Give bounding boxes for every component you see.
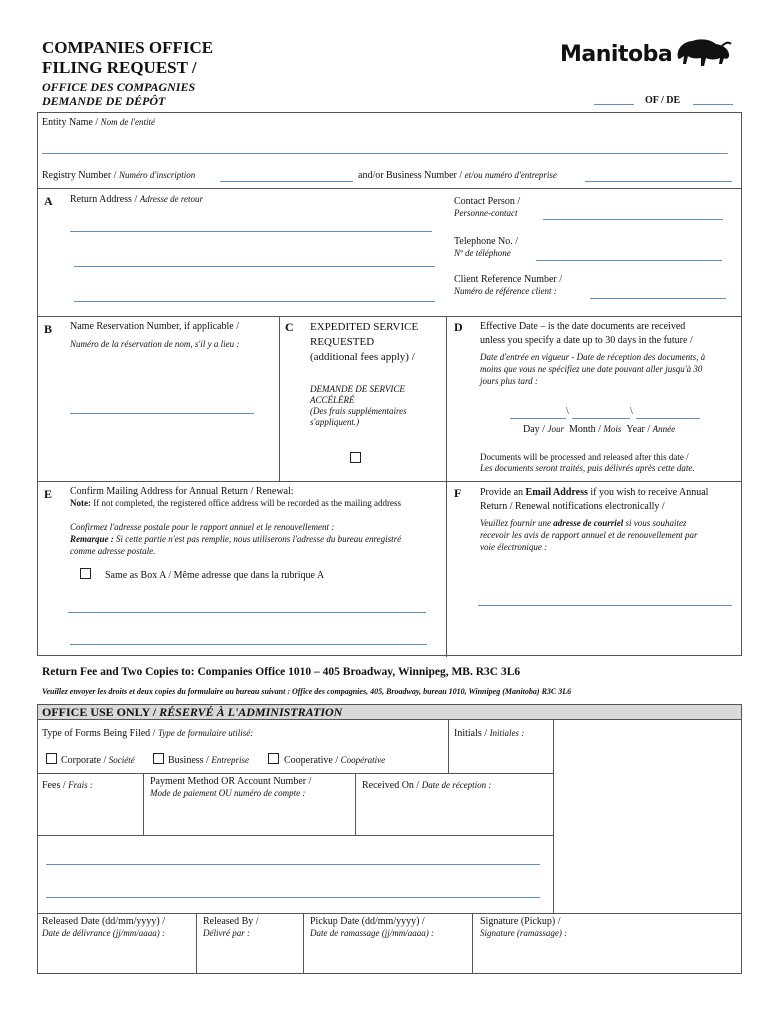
return-fee-address: Return Fee and Two Copies to: Companies Office 1010 – 405 Broadway, Winnipeg, MB. R3C 3L6 xyxy=(42,666,521,678)
expedited-service-label-fr: DEMANDE DE SERVICE ACCÉLÉRÉ (Des frais supplémentaires s'appliquent.) xyxy=(310,384,407,427)
page-number-field[interactable] xyxy=(594,104,634,105)
manitoba-logo xyxy=(560,36,732,76)
received-on-label: Received On / Date de réception : xyxy=(362,780,492,791)
form-subtitle xyxy=(42,80,195,108)
business-label: Business / Entreprise xyxy=(168,755,250,766)
divider-bcd xyxy=(37,316,742,317)
expedited-service-label: EXPEDITED SERVICE REQUESTED (additional fees apply) / xyxy=(310,321,419,363)
return-address-line-1[interactable] xyxy=(70,231,432,232)
initials-label: Initials / Initiales : xyxy=(454,728,525,739)
pickup-date-label: Pickup Date (dd/mm/yyyy) / Date de ramassage (jj/mm/aaaa) : xyxy=(310,916,434,938)
contact-person-label: Contact Person / Personne-contact xyxy=(454,196,521,218)
form-title-line1: COMPANIES OFFICE xyxy=(42,38,214,57)
divider-notes xyxy=(37,835,554,836)
manitoba-logo-text: Manitoba xyxy=(560,42,673,67)
section-a-letter: A xyxy=(44,194,53,208)
expedited-service-checkbox[interactable] xyxy=(350,452,361,463)
payment-method-label: Payment Method OR Account Number / Mode de paiement OU numéro de compte : xyxy=(150,776,312,798)
effective-day-field[interactable] xyxy=(510,418,566,419)
effective-date-label-fr: Date d'entrée en vigueur - Date de réception des documents, à moins que vous ne spécifiez une date pouvant aller jusqu'à 30 jours plus tard : xyxy=(480,352,706,386)
divider-initials xyxy=(448,720,449,773)
entity-name-label: Entity Name / Nom de l'entité xyxy=(42,117,156,128)
date-separator-1: \ xyxy=(566,406,569,417)
divider-payment-received xyxy=(355,773,356,835)
business-number-label: and/or Business Number / et/ou numéro d'entreprise xyxy=(358,170,557,181)
date-separator-2: \ xyxy=(630,406,633,417)
effective-month-field[interactable] xyxy=(572,418,630,419)
return-address-label: Return Address / Adresse de retour xyxy=(70,194,204,205)
released-date-label: Released Date (dd/mm/yyyy) / Date de délivrance (jj/mm/aaaa) : xyxy=(42,916,166,938)
divider-a xyxy=(37,188,742,189)
divider-ef xyxy=(37,481,742,482)
registry-number-label: Registry Number / Numéro d'inscription xyxy=(42,170,196,181)
mailing-address-label: Confirm Mailing Address for Annual Return / Renewal: xyxy=(70,486,294,497)
name-reservation-field[interactable] xyxy=(70,413,254,414)
forms-type-label: Type of Forms Being Filed / Type de formulaire utilisé: xyxy=(42,728,254,739)
mailing-address-line-1[interactable] xyxy=(68,612,426,613)
divider-release-1 xyxy=(196,913,197,974)
form-title-line2: FILING REQUEST / xyxy=(42,58,197,77)
fees-label: Fees / Frais : xyxy=(42,780,93,791)
return-address-line-2[interactable] xyxy=(74,266,435,267)
registry-number-field[interactable] xyxy=(220,181,353,182)
section-d-letter: D xyxy=(454,320,463,334)
name-reservation-label-fr: Numéro de la réservation de nom, s'il y a lieu : xyxy=(70,339,240,349)
divider-c-d xyxy=(446,316,447,657)
divider-b-c xyxy=(279,316,280,481)
of-de-label: OF / DE xyxy=(645,95,681,106)
office-notes-line-2[interactable] xyxy=(46,897,540,898)
office-notes-line-1[interactable] xyxy=(46,864,540,865)
signature-pickup-label: Signature (Pickup) / Signature (ramassage) : xyxy=(480,916,568,938)
section-c-letter: C xyxy=(285,320,294,334)
divider-fees-payment xyxy=(143,773,144,835)
business-checkbox[interactable] xyxy=(153,753,164,764)
same-as-box-a-checkbox[interactable] xyxy=(80,568,91,579)
section-b-letter: B xyxy=(44,322,53,336)
date-format-labels: Day / Jour Month / Mois Year / Année xyxy=(523,424,676,435)
cooperative-checkbox[interactable] xyxy=(268,753,279,764)
divider-right-column xyxy=(553,720,554,914)
effective-year-field[interactable] xyxy=(636,418,700,419)
telephone-field[interactable] xyxy=(536,260,722,261)
email-address-label-fr: Veuillez fournir une adresse de courriel si vous souhaitez recevoir les avis de rapport annuel et de renouvellement par voie électronique : xyxy=(480,518,698,552)
mailing-address-label-fr: Confirmez l'adresse postale pour le rapport annuel et le renouvellement : Remarque : Si cette partie n'est pas remplie, nous utiliserons l'adresse du bureau enregistré comme adresse postale. xyxy=(70,522,402,556)
effective-date-label: Effective Date – is the date documents are received unless you specify a date up to 30 days in the future / xyxy=(480,321,693,346)
same-as-box-a-label: Same as Box A / Même adresse que dans la rubrique A xyxy=(105,570,325,581)
released-by-label: Released By / Délivré par : xyxy=(203,916,259,938)
form-subtitle-line2: DEMANDE DE DÉPÔT xyxy=(42,94,166,108)
telephone-label: Telephone No. / Nº de téléphone xyxy=(454,236,519,258)
corporate-label: Corporate / Société xyxy=(61,755,135,766)
divider-release-3 xyxy=(472,913,473,974)
section-f-letter: F xyxy=(454,486,462,500)
cooperative-label: Cooperative / Coopérative xyxy=(284,755,386,766)
page-total-field[interactable] xyxy=(693,104,733,105)
business-number-field[interactable] xyxy=(585,181,732,182)
entity-name-field[interactable] xyxy=(42,153,728,154)
divider-release xyxy=(37,913,742,914)
processing-note: Documents will be processed and released after this date / Les documents seront traités, puis délivrés après cette date. xyxy=(480,452,695,473)
name-reservation-label: Name Reservation Number, if applicable / xyxy=(70,321,239,332)
divider-fees xyxy=(37,773,554,774)
section-e-letter: E xyxy=(44,487,53,501)
client-reference-label: Client Reference Number / Numéro de référence client : xyxy=(454,274,563,296)
mailing-address-note: Note: If not completed, the registered office address will be recorded as the mailing address xyxy=(70,498,401,508)
client-reference-field[interactable] xyxy=(590,298,726,299)
email-address-label: Provide an Email Address if you wish to receive Annual Return / Renewal notifications electronically / xyxy=(480,487,709,512)
form-title xyxy=(42,38,213,78)
return-fee-address-fr: Veuillez envoyer les droits et deux copies du formulaire au bureau suivant : Office des compagnies, 405, Broadway, bureau 1010, Winnipeg (Manitoba) R3C 3L6 xyxy=(42,687,572,696)
divider-release-2 xyxy=(303,913,304,974)
office-use-title: OFFICE USE ONLY / RÉSERVÉ À L'ADMINISTRATION xyxy=(42,705,343,719)
mailing-address-line-2[interactable] xyxy=(70,644,427,645)
corporate-checkbox[interactable] xyxy=(46,753,57,764)
contact-person-field[interactable] xyxy=(543,219,723,220)
form-subtitle-line1: OFFICE DES COMPAGNIES xyxy=(42,80,196,94)
return-address-line-3[interactable] xyxy=(74,301,435,302)
bison-icon xyxy=(674,36,732,72)
email-address-field[interactable] xyxy=(478,605,732,606)
